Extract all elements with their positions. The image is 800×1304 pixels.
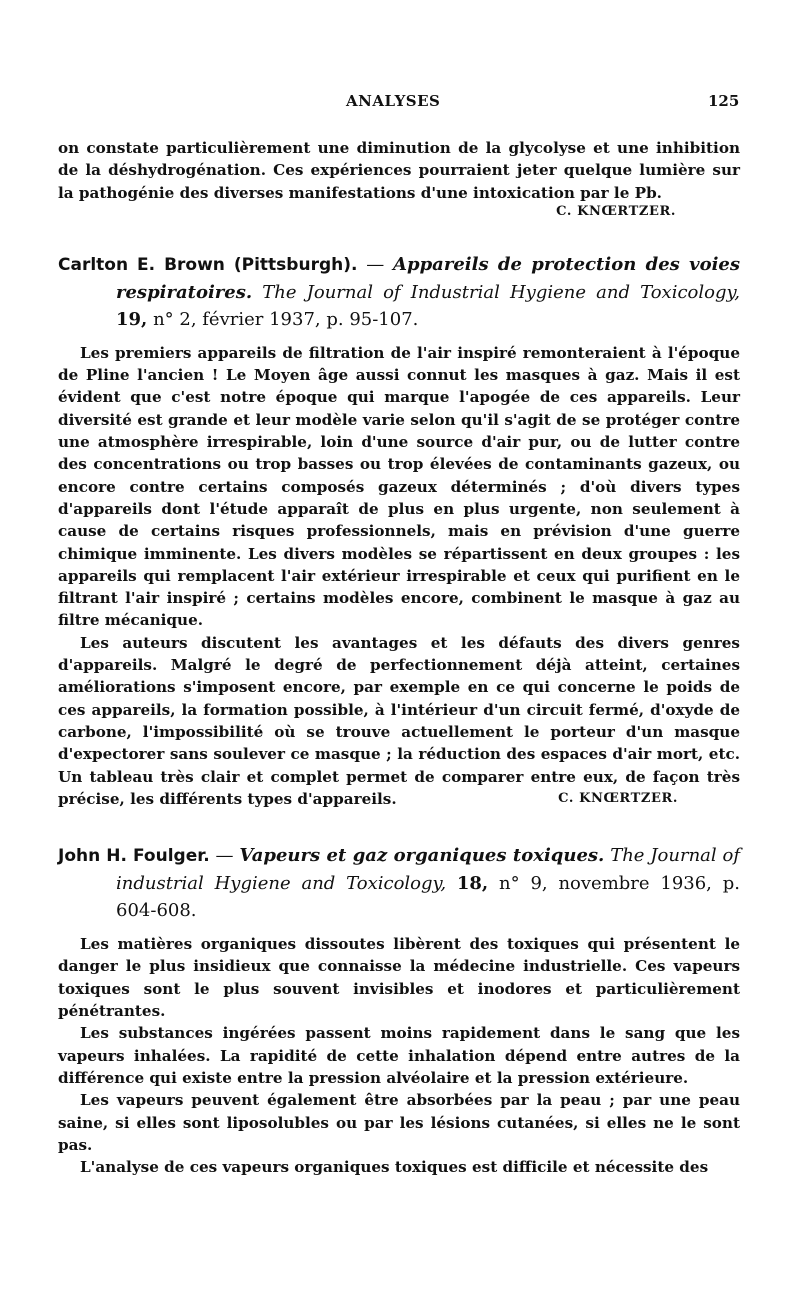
page-header <box>0 92 800 116</box>
page-number: 125 <box>708 92 740 110</box>
article-foulger <box>58 842 740 1178</box>
brown-signature: C. KNŒRTZER. <box>558 790 678 806</box>
page-body <box>58 137 740 1178</box>
journal-reference: n° 2, février 1937, p. 95-107. <box>153 308 419 330</box>
author-name: Carlton E. Brown (Pittsburgh). <box>58 254 358 275</box>
journal-name: The Journal of Industrial Hygiene and Toxicology, <box>262 281 740 303</box>
journal-name: The Journal of industrial Hygiene and Toxicology, <box>116 845 741 895</box>
foulger-paragraph-2: Les substances ingérées passent moins rapidement dans le sang que les vapeurs inhalées. La rapidité de cette inhalation dépend entre autres de la différence qui existe entre la pression alvéolaire et la pression extérieure. <box>58 1024 740 1087</box>
citation-brown <box>58 251 740 333</box>
intro-signature: C. KNŒRTZER. <box>556 203 676 219</box>
citation-dash: — <box>357 253 394 275</box>
brown-paragraph-2 <box>58 632 740 810</box>
intro-section <box>58 137 740 219</box>
article-brown <box>58 251 740 810</box>
citation-foulger <box>58 842 740 924</box>
brown-paragraph-1: Les premiers appareils de filtration de l'air inspiré remonteraient à l'époque de Pline l'ancien ! Le Moyen âge aussi connut les masques à gaz. Mais il est évident que c'est notre époque qui marque l'apogée de ces appareils. Leur diversité est grande et leur modèle varie selon qu'il s'agit de se protéger contre une atmosphère irrespirable, loin d'une source d'air pur, ou de lutter contre des concentrations ou trop basses ou trop élevées de contaminants gazeux, ou encore contre certains composés gazeux déterminés ; d'où divers types d'appareils dont l'étude apparaît de plus en plus urgente, non seulement à cause de certains risques professionnels, mais en prévision d'une guerre chimique imminente. Les divers modèles se répartissent en deux groupes : les appareils qui remplacent l'air extérieur irrespirable et ceux qui purifient en le filtrant l'air inspiré ; certains modèles encore, combinent le masque à gaz au filtre mécanique. <box>58 343 740 630</box>
journal-reference: n° 9, novembre 1936, p. 604-608. <box>116 873 740 922</box>
foulger-paragraph-1: Les matières organiques dissoutes libèrent des toxiques qui présentent le danger le plus insidieux que connaisse la médecine industrielle. Ces vapeurs toxiques sont le plus souvent invisibles et inodores et particulièrement pénétrantes. <box>58 935 740 1021</box>
running-title: ANALYSES <box>346 92 441 110</box>
article-title: Vapeurs et gaz organiques toxiques. <box>239 845 605 867</box>
brown-paragraph-2-text: Les auteurs discutent les avantages et les défauts des divers genres d'appareils. Malgré le degré de perfectionnement déjà atteint, certaines améliorations s'imposent encore, par exemple en ce qui concerne le poids de ces appareils, la formation possible, à l'intérieur d'un circuit fermé, d'oxyde de carbone, l'impossibilité où se trouve actuellement le porteur d'un masque d'expectorer sans soulever ce masque ; la réduction des espaces d'air mort, etc. Un tableau très clair et complet permet de comparer entre eux, de façon très précise, les différents types d'appareils. <box>58 633 740 808</box>
journal-volume: 19, <box>116 308 148 330</box>
foulger-paragraph-3: Les vapeurs peuvent également être absorbées par la peau ; par une peau saine, si elles sont liposolubles ou par les lésions cutanées, si elles ne le sont pas. <box>58 1091 740 1154</box>
foulger-paragraph-4: L'analyse de ces vapeurs organiques toxiques est difficile et nécessite des <box>80 1158 709 1177</box>
intro-paragraph: on constate particulièrement une diminution de la glycolyse et une inhibition de la déshydrogénation. Ces expériences pourraient jeter quelque lumière sur la pathogénie des diverses manifestations d'une intoxication par le Pb. <box>58 139 740 202</box>
citation-dash: — <box>209 845 240 867</box>
journal-volume: 18, <box>456 873 489 895</box>
article-title: Appareils de protection des voies respiratoires. <box>116 253 740 303</box>
author-name: John H. Foulger. <box>58 846 210 867</box>
